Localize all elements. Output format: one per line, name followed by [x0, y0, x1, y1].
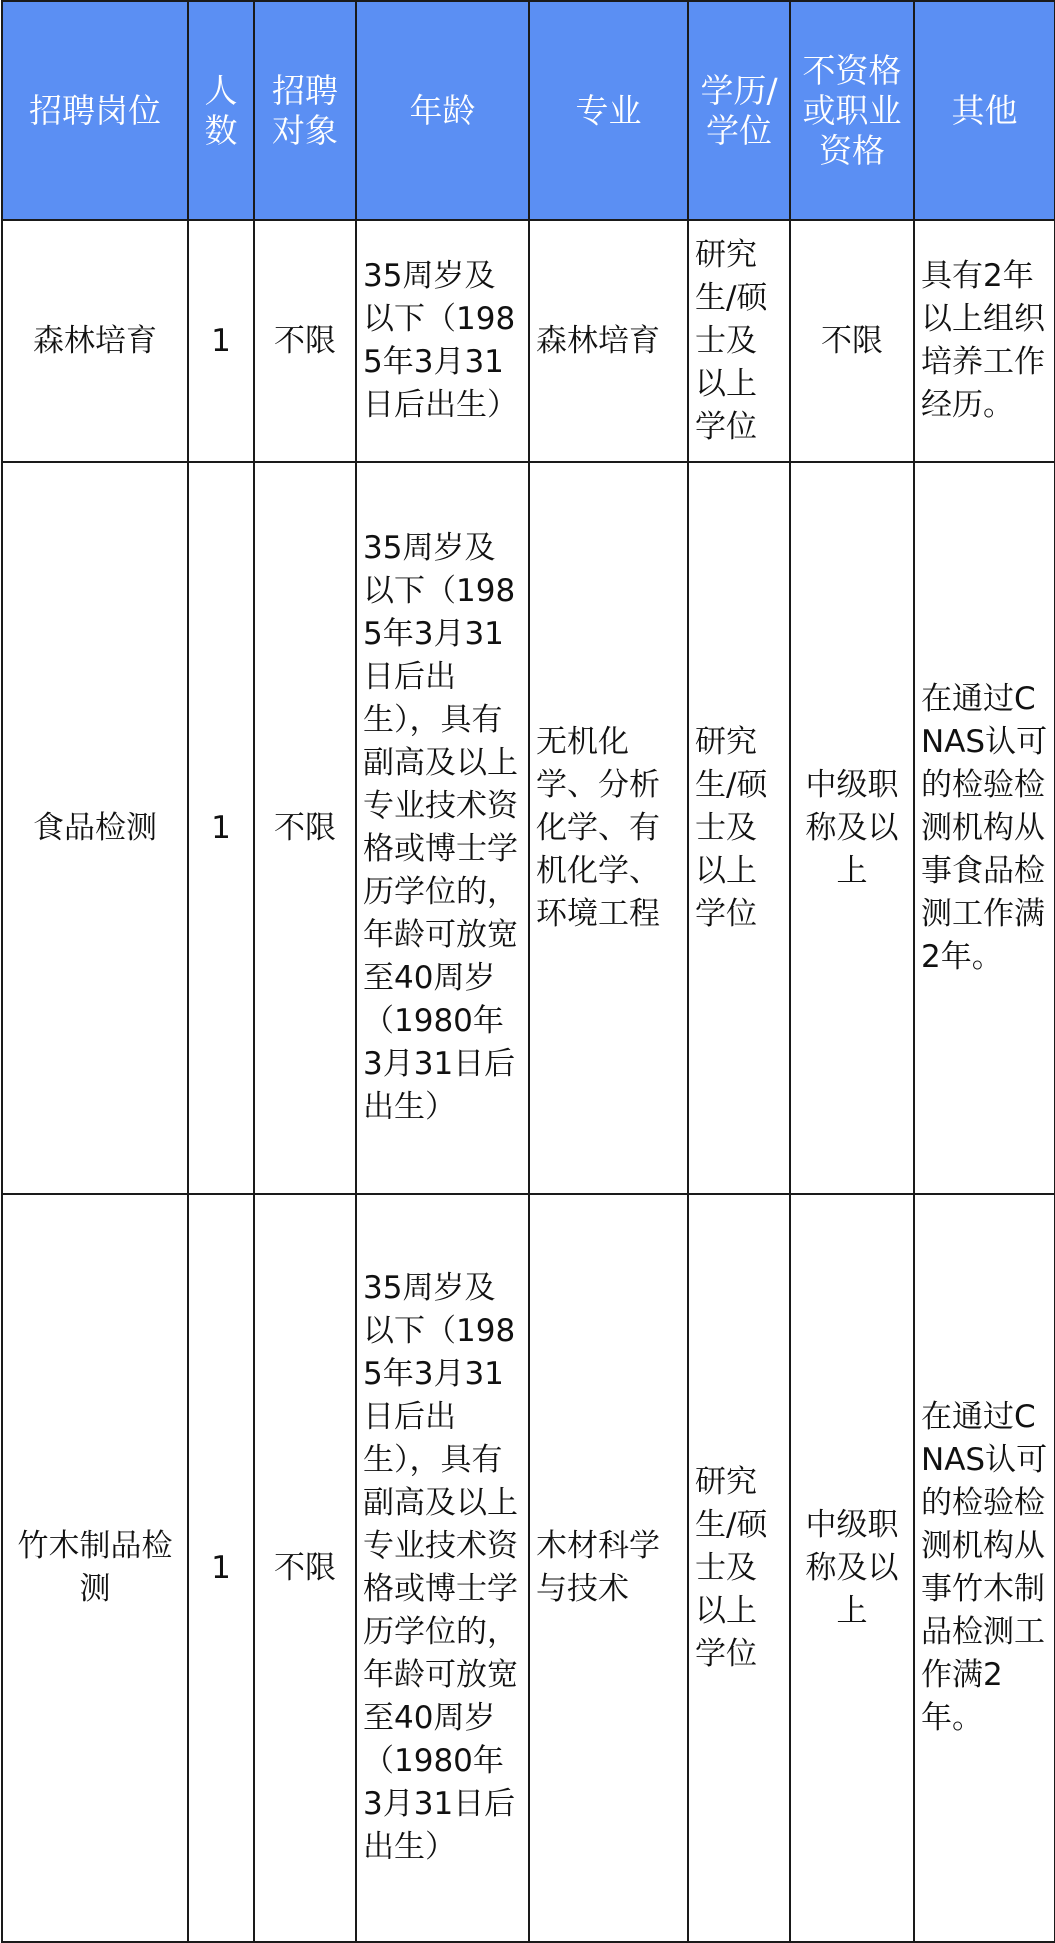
table-row — [2, 462, 1055, 1194]
cell-count: 1 — [188, 220, 254, 462]
cell-major: 森林培育 — [529, 220, 688, 462]
cell-position: 森林培育 — [2, 220, 188, 462]
cell-position: 食品检测 — [2, 462, 188, 1194]
cell-qualification: 不限 — [790, 220, 914, 462]
header-target: 招聘 对象 — [254, 1, 356, 220]
cell-count: 1 — [188, 462, 254, 1194]
recruitment-table — [1, 0, 1055, 1943]
cell-other: 在通过CNAS认可的检验检测机构从事竹木制品检测工作满2年。 — [914, 1194, 1055, 1942]
header-major: 专业 — [529, 1, 688, 220]
cell-other: 具有2年以上组织培养工作经历。 — [914, 220, 1055, 462]
cell-qualification: 中级职称及以上 — [790, 1194, 914, 1942]
header-position: 招聘岗位 — [2, 1, 188, 220]
table-row — [2, 1194, 1055, 1942]
cell-count: 1 — [188, 1194, 254, 1942]
cell-qualification: 中级职称及以上 — [790, 462, 914, 1194]
cell-major: 木材科学与技术 — [529, 1194, 688, 1942]
cell-target: 不限 — [254, 1194, 356, 1942]
cell-major: 无机化学、分析化学、有机化学、环境工程 — [529, 462, 688, 1194]
header-other: 其他 — [914, 1, 1055, 220]
cell-age: 35周岁及以下（1985年3月31日后出生），具有副高及以上专业技术资格或博士学历学位的，年龄可放宽至40周岁（1980年3月31日后出生） — [356, 1194, 529, 1942]
cell-degree: 研究生/硕士及以上学位 — [688, 1194, 790, 1942]
cell-target: 不限 — [254, 462, 356, 1194]
header-age: 年龄 — [356, 1, 529, 220]
cell-age: 35周岁及以下（1985年3月31日后出生） — [356, 220, 529, 462]
cell-target: 不限 — [254, 220, 356, 462]
cell-age: 35周岁及以下（1985年3月31日后出生），具有副高及以上专业技术资格或博士学历学位的，年龄可放宽至40周岁（1980年3月31日后出生） — [356, 462, 529, 1194]
cell-position: 竹木制品检测 — [2, 1194, 188, 1942]
header-row — [2, 1, 1055, 220]
cell-degree: 研究生/硕士及以上学位 — [688, 220, 790, 462]
header-count: 人 数 — [188, 1, 254, 220]
cell-other: 在通过CNAS认可的检验检测机构从事食品检测工作满2年。 — [914, 462, 1055, 1194]
cell-degree: 研究生/硕士及以上学位 — [688, 462, 790, 1194]
table-row — [2, 220, 1055, 462]
header-degree: 学历/ 学位 — [688, 1, 790, 220]
header-qualification: 不资格 或职业 资格 — [790, 1, 914, 220]
